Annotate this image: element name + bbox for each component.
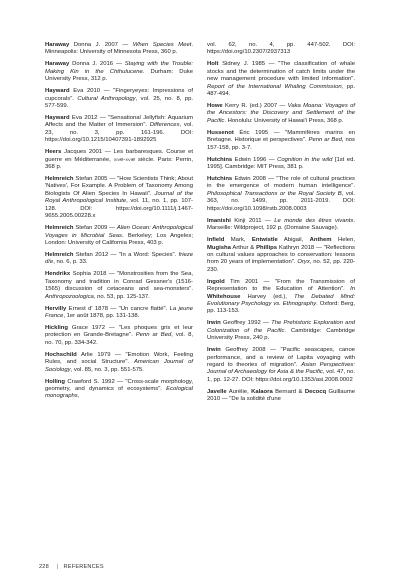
author-name: Helmreich	[45, 225, 74, 232]
work-title: Asian Perspectives: Journal of Archaeology for Asia & the Pacific	[207, 361, 356, 376]
references-column-right	[207, 42, 355, 408]
reference-text: Sidney J. 1985 — "The classification of whale stocks and the determination of catch limits under the new management procedure with limited information".	[207, 61, 355, 83]
reference-entry	[207, 218, 355, 233]
reference-text: e-	[120, 156, 126, 163]
reference-text: , 1er août 1878, pp. 131-138.	[63, 312, 140, 319]
reference-text: . Cambridge: Cambridge University Press, 240 p.	[207, 327, 356, 342]
reference-text: , vol. 8, no. 70, pp. 334-342.	[45, 332, 194, 346]
author-name: Mugisha	[207, 244, 231, 251]
reference-text: Éric 1995 — "Mammifères marins en Bretagne. Historique et perspectives".	[207, 129, 355, 144]
reference-text: Jacques 2001 — Les barbaresques. Course et guerre en Méditerranée,	[45, 149, 193, 163]
author-name: Hayward	[45, 88, 70, 95]
reference-text: Crawford S. 1992 — "Cross-scale morphology, geometry, and dynamics of ecosystems".	[45, 378, 193, 392]
author-name: Hickling	[45, 324, 68, 331]
author-name: Entwistle	[251, 237, 278, 244]
reference-text: Grace 1972 — "Les phoques gris et leur protection en Grande-Bretagne".	[45, 324, 193, 339]
author-name: Hochschild	[45, 351, 77, 358]
reference-entry	[207, 42, 355, 57]
reference-text: . Minneapolis: University of Minnesota Press, 360 p.	[45, 42, 193, 56]
reference-entry	[207, 320, 355, 342]
reference-text: Eva 2012 — "Sensational Jellyfish: Aquarium Affects and the Matter of Immersion".	[45, 115, 193, 129]
author-name: Haraway	[45, 42, 70, 48]
author-name: Holling	[45, 378, 65, 385]
work-title: Staying with the Trouble: Making Kin in the Chthulucene	[45, 61, 193, 75]
author-name: Kalaora	[251, 388, 273, 395]
reference-text: Geoffrey 2008 — "Pacific seascapes, canoe performance, and a review of Lapita voyaging with regard to theories of migration".	[207, 347, 355, 368]
work-title: Penn ar Bed	[308, 137, 342, 144]
work-title: Oryx	[297, 259, 310, 266]
reference-text: Kathryn 2018 — "Reflections on cultural values approaches to conservation: lessons from 20 years of implementation".	[207, 244, 356, 266]
reference-text: Stefan 2009 —	[73, 225, 117, 232]
footer-separator: |	[56, 564, 59, 570]
reference-entry	[207, 237, 355, 274]
reference-text: Donna J. 2016 —	[69, 61, 125, 68]
reference-text: , vol. 47, no. 1, pp. 12-27. DOI: https://doi.org/10.1353/asi.2008.0002	[207, 369, 355, 383]
reference-entry	[207, 347, 355, 384]
author-name: Helmreich	[45, 176, 74, 183]
reference-text: Eva 2010 — "Fingeryeyes: Impressions of cupcorals".	[45, 88, 193, 102]
author-name: Decocq	[304, 388, 327, 395]
reference-text: . Oxford: Berg, pp. 113-153.	[207, 300, 355, 315]
reference-text: xvi	[125, 156, 132, 163]
reference-entry	[45, 149, 193, 171]
reference-text: Tim 2001 — "From the Transmission of Representation to the Education of Attention".	[207, 278, 355, 293]
author-name: Ingold	[207, 278, 225, 285]
work-title: The Debated Mind: Evolutionary Psychology vs. Ethnography	[207, 293, 355, 307]
reference-text: vol. 62, no. 4, pp. 447-502. DOI: https://doi.org/10.2307/2937313	[207, 42, 355, 56]
reference-text: Aurélie,	[226, 388, 252, 395]
author-name: Infield	[207, 237, 225, 244]
reference-text: , vol. 363, no. 1499, pp. 2011-2019. DOI: https://doi.org/10.1098/rstb.2008.0003	[207, 190, 355, 212]
reference-text: . Marseille: Wildproject, 192 p. (Domaine Sauvage).	[207, 217, 355, 232]
author-name: Heers	[45, 149, 62, 156]
reference-text: . Durham: Duke University Press, 312 p.	[45, 68, 193, 83]
work-title: American Journal of Sociology	[45, 359, 194, 373]
author-name: Helmreich	[45, 251, 74, 258]
reference-text: Edwin 1996 —	[232, 156, 278, 163]
reference-entry	[45, 306, 193, 321]
work-title: Philosophical Transactions or the Royal Society B	[207, 190, 342, 197]
work-title: Cognition in the wild	[277, 156, 333, 163]
reference-text: , no. 52, pp. 220-230.	[207, 259, 355, 273]
reference-entry	[45, 61, 193, 83]
work-title: Report of the International Whaling Commission	[207, 83, 342, 90]
work-title: When Species Meet	[132, 42, 192, 48]
work-title: Le monde des êtres vivants	[274, 217, 354, 224]
reference-entry	[207, 176, 355, 213]
author-name: Haraway	[45, 61, 70, 68]
reference-text: . Honolulu: University of Hawai'i Press, 368 p.	[224, 117, 344, 124]
reference-text: . Berkeley; Los Angeles; London: University of California Press, 403 p.	[45, 232, 193, 246]
author-name: Anthem	[309, 237, 332, 244]
reference-entry	[45, 88, 193, 110]
author-name: Hayward	[45, 115, 70, 122]
reference-text: , no. 53, pp. 125-137.	[93, 293, 150, 300]
running-section-title: REFERENCES	[63, 564, 104, 570]
author-name: Irwin	[207, 347, 221, 354]
reference-text: Arthur &	[230, 244, 257, 251]
reference-entry	[207, 61, 355, 98]
work-title: Cultural Anthropology	[77, 95, 136, 102]
author-name: Holt	[207, 61, 219, 68]
reference-entry	[45, 115, 193, 145]
reference-text: , pp. 487-494.	[207, 83, 355, 98]
work-title: Vaka Moana: Voyages of the Ancestors: the Discovery and Settlement of the Pacific	[207, 103, 355, 124]
reference-text: Sophia 2018 — "Monstrosities from the Sea, Taxonomy and tradition in Conrad Gessner's (1516-1565) discussion of cetaceans and sea-monsters".	[45, 271, 193, 293]
work-title: La jeune France	[45, 305, 193, 319]
reference-text: Mark,	[224, 237, 252, 244]
reference-text: Bernard &	[272, 388, 305, 395]
references-column-left	[45, 42, 193, 405]
reference-entry	[207, 279, 355, 316]
reference-entry	[207, 103, 355, 125]
reference-text: Harvey (ed.),	[240, 293, 295, 300]
reference-entry	[45, 176, 193, 220]
reference-text: Stefan 2012 — "In a Word: Species".	[73, 251, 179, 258]
reference-entry	[207, 130, 355, 152]
reference-text: ,	[77, 393, 80, 400]
reference-entry	[207, 157, 355, 172]
reference-entry	[207, 389, 355, 404]
author-name: Hutchins	[207, 156, 233, 163]
page-footer	[39, 563, 104, 572]
reference-text: Ernest d' 1878 — "Un cancre flatté".	[66, 305, 170, 312]
work-title: Differences	[149, 122, 180, 129]
reference-text: Stefan 2005 — "How Scientists Think; About 'Natives', For Example. A Problem of Taxonomy Among Biologists Of Alien Species In Hawaii".	[45, 176, 193, 197]
reference-entry	[45, 271, 193, 301]
author-name: Phillips	[256, 244, 278, 251]
reference-text: Kinji 2011 —	[230, 217, 275, 224]
author-name: Imanishi	[207, 217, 231, 224]
author-name: Hutchins	[207, 176, 233, 183]
reference-text: , vol. 85, no. 3, pp. 551-575.	[70, 366, 144, 373]
reference-text: e siècle. Paris: Perrin, 368 p.	[45, 156, 193, 171]
reference-entry	[45, 352, 193, 374]
reference-text: , vol. 11, no. 1, pp. 107-128. DOI: https://doi.org/10.1111/j.1467-9655.2005.00228.x	[45, 198, 193, 220]
work-title: The Prehistoric Exploration and Colonization of the Pacific	[207, 320, 356, 334]
author-name: Hendrikx	[45, 271, 71, 278]
reference-text: xiv	[113, 156, 121, 163]
reference-text: Donna J. 2007 —	[69, 42, 133, 48]
reference-text: [1st ed. 1995]. Cambridge: MIT Press, 381 p.	[207, 156, 355, 171]
author-name: Howe	[207, 103, 223, 110]
author-name: Hussenot	[207, 129, 234, 136]
reference-text: Geoffrey 1992 —	[220, 320, 272, 327]
reference-entry	[45, 325, 193, 347]
work-title: Anthropozoologica	[45, 293, 94, 300]
author-name: Hervilly	[45, 305, 67, 312]
reference-text: Abigail,	[277, 237, 310, 244]
reference-text: Guillaume 2010 — "De la solidité d'une	[207, 388, 356, 403]
reference-text: , vol. 23, no. 3, pp. 161-196. DOI: https://doi.org/10.1215/10407391-1892925	[45, 122, 193, 144]
work-title: Journal of the Royal Anthropological Institute	[45, 190, 193, 205]
reference-entry	[45, 379, 193, 401]
work-title: Alien Ocean: Anthropological Voyages in Microbial Seas	[45, 225, 193, 239]
reference-entry	[45, 225, 193, 247]
reference-text: Edwin 2008 — "The role of cultural practices in the emergence of modern human intelligence".	[207, 176, 355, 190]
work-title: Penn ar Bed	[135, 332, 172, 339]
author-name: Irwin	[207, 320, 221, 327]
reference-text: Kerry R. (ed.) 2007 —	[222, 103, 288, 110]
reference-text: Helen,	[331, 237, 355, 244]
work-title: Ecological monographs	[45, 385, 193, 400]
reference-entry	[45, 252, 193, 267]
page-number: 228	[39, 564, 49, 570]
work-title: In	[350, 286, 355, 293]
reference-text: Arlie 1979 — "Emotion Work, Feeling Rules, and social Structure".	[45, 351, 193, 366]
author-name: Whitehouse	[207, 293, 241, 300]
reference-text: , no. 6, p. 33.	[53, 259, 88, 266]
reference-text: , vol. 25, no. 8, pp. 577-599.	[45, 95, 193, 110]
reference-entry	[45, 42, 193, 57]
reference-text: , nos 157-158, pp. 3-7.	[207, 137, 355, 151]
work-title: frieze d/e	[45, 251, 193, 266]
author-name: Javelle	[207, 388, 227, 395]
